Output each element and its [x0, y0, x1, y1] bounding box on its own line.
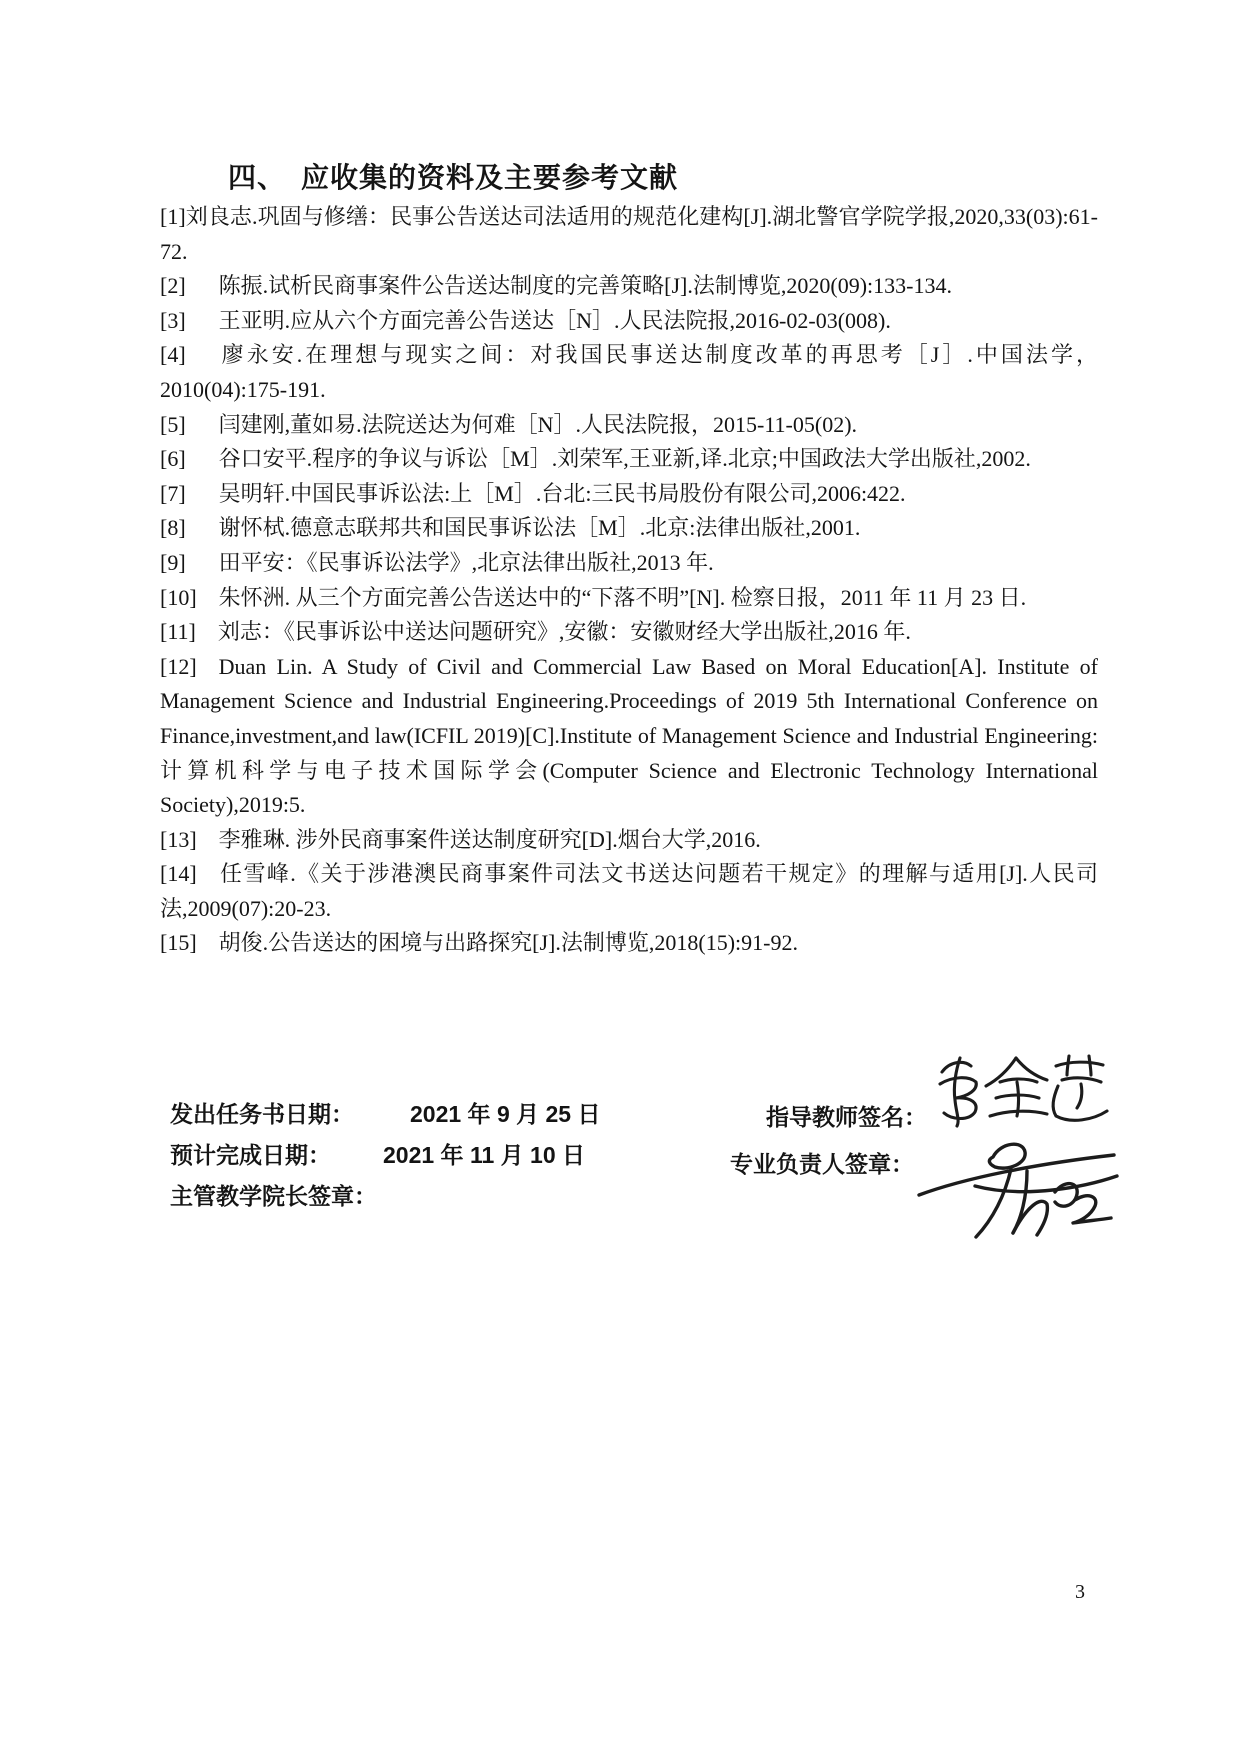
reference-item: [15] 胡俊.公告送达的困境与出路探究[J].法制博览,2018(15):91-92. [160, 930, 798, 956]
completion-date-value: 2021 年 11 月 10 日 [383, 1142, 586, 1168]
completion-date-label: 预计完成日期： [170, 1142, 331, 1168]
page-number: 3 [1075, 1581, 1085, 1603]
issue-date-value: 2021 年 9 月 25 日 [410, 1101, 601, 1127]
reference-list [160, 200, 1098, 961]
reference-item: [7] 吴明轩.中国民事诉讼法:上［M］.台北:三民书局股份有限公司,2006:422. [160, 480, 906, 506]
reference-item: [11] 刘志：《民事诉讼中送达问题研究》,安徽：安徽财经大学出版社,2016 年. [160, 619, 911, 645]
reference-item: [13] 李雅琳. 涉外民商事案件送达制度研究[D].烟台大学,2016. [160, 826, 761, 852]
reference-item: [9] 田平安：《民事诉讼法学》,北京法律出版社,2013 年. [160, 549, 714, 575]
reference-item: [2] 陈振.试析民商事案件公告送达制度的完善策略[J].法制博览,2020(09):133-134. [160, 273, 952, 299]
reference-item: [10] 朱怀洲. 从三个方面完善公告送达中的“下落不明”[N]. 检察日报，2011 年 11 月 23 日. [160, 584, 1027, 610]
reference-item: [6] 谷口安平.程序的争议与诉讼［M］.刘荣军,王亚新,译.北京;中国政法大学出版社,2002. [160, 446, 1031, 472]
reference-item: [8] 谢怀栻.德意志联邦共和国民事诉讼法［M］.北京:法律出版社,2001. [160, 515, 861, 541]
issue-date-label: 发出任务书日期： [170, 1101, 354, 1127]
supervisor-signature-handwriting [930, 1050, 1110, 1138]
reference-item: [3] 王亚明.应从六个方面完善公告送达［N］.人民法院报,2016-02-03(008). [160, 307, 891, 333]
section-title: 四、 应收集的资料及主要参考文献 [228, 162, 679, 193]
program-head-signature-label: 专业负责人签章： [730, 1151, 914, 1177]
supervisor-signature-label: 指导教师签名： [766, 1104, 927, 1130]
reference-item: [1]刘良志.巩固与修缮：民事公告送达司法适用的规范化建构[J].湖北警官学院学报,2020,33(03):61-72. [160, 204, 1098, 264]
reference-item: [4] 廖永安.在理想与现实之间：对我国民事送达制度改革的再思考［J］.中国法学，2010(04):175-191. [160, 342, 1098, 402]
reference-item: [14] 任雪峰.《关于涉港澳民商事案件司法文书送达问题若干规定》的理解与适用[J].人民司法,2009(07):20-23. [160, 861, 1098, 921]
reference-item: [12] Duan Lin. A Study of Civil and Commercial Law Based on Moral Education[A]. Institute of Management Science and Industrial Engineering.Proceedings of 2019 5th International Conference on Finance,investment,and law(ICFIL 2019)[C].Institute of Management Science and Industrial Engineering:计算机科学与电子技术国际学会(Computer Science and Electronic Technology International Society),2019:5. [160, 653, 1098, 818]
dean-signature-label: 主管教学院长签章： [170, 1183, 377, 1209]
program-head-signature-handwriting [913, 1133, 1120, 1245]
reference-item: [5] 闫建刚,董如易.法院送达为何难［N］.人民法院报，2015-11-05(02). [160, 411, 858, 437]
